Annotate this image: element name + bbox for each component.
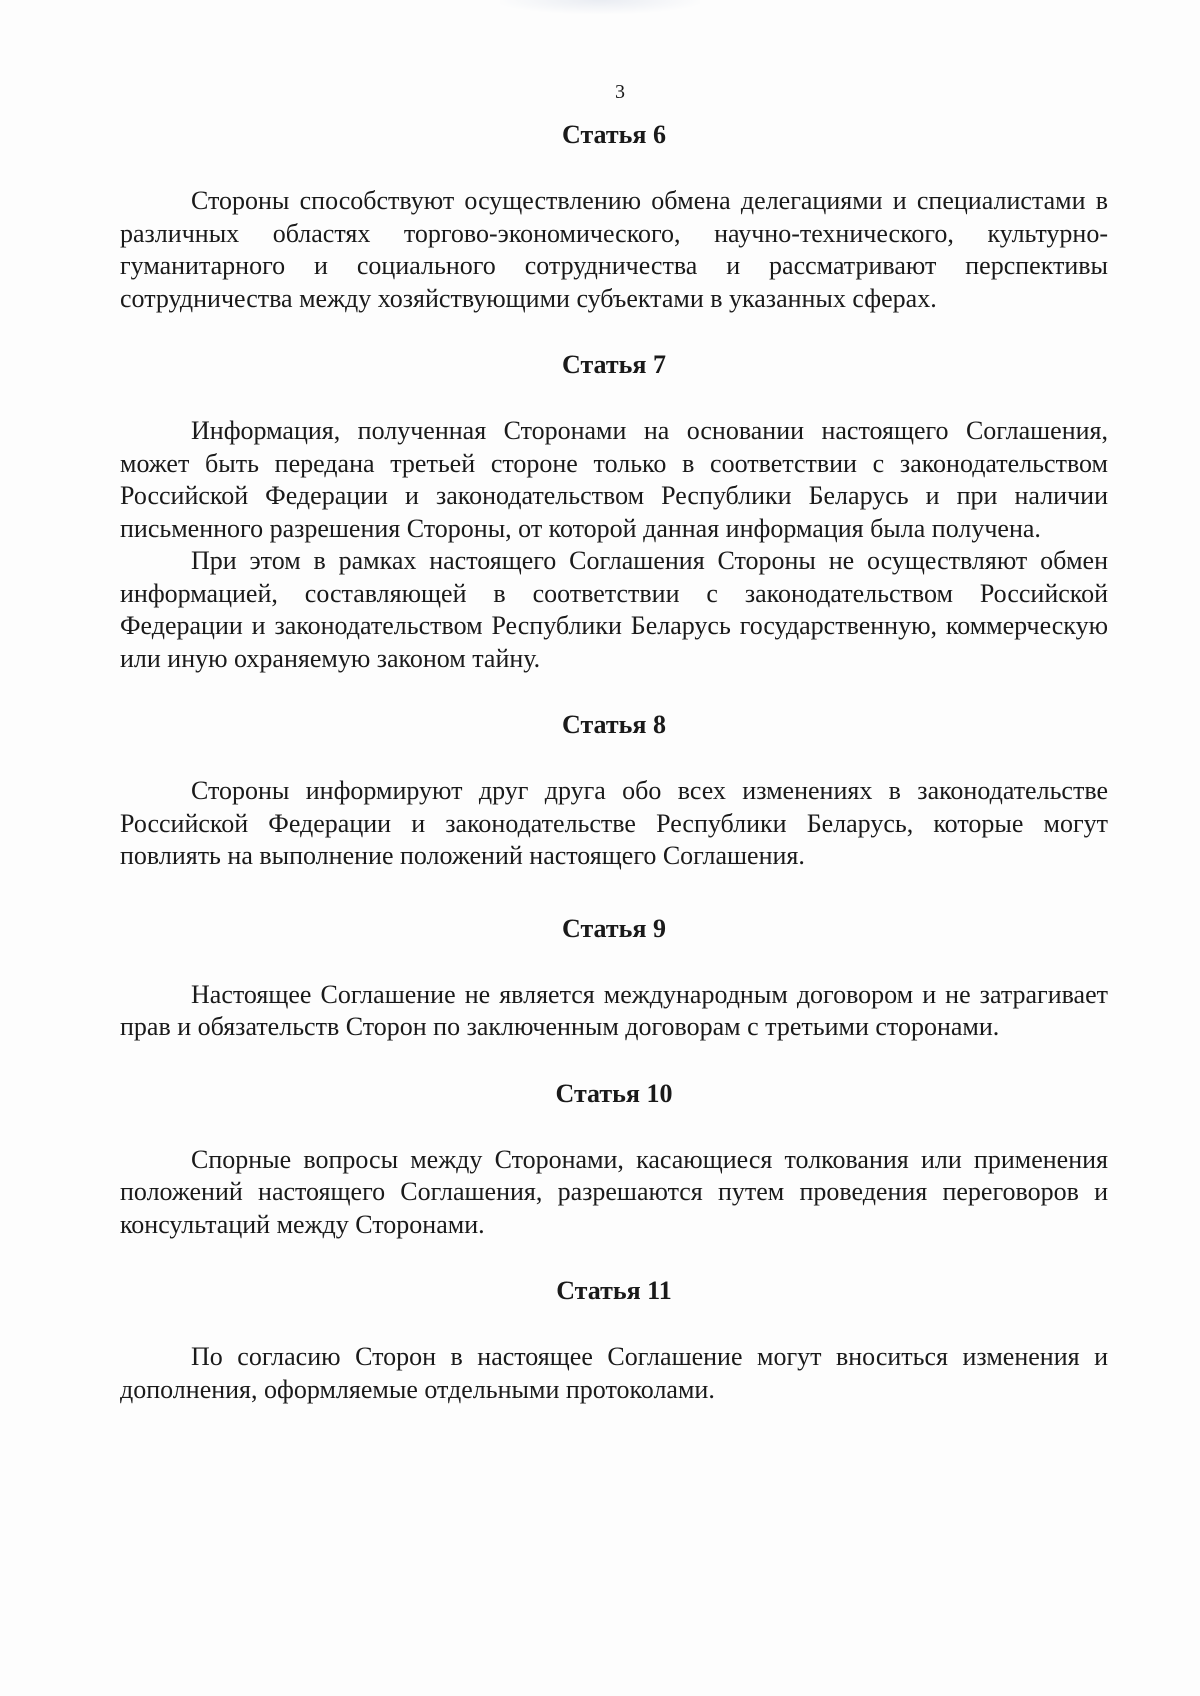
article-title: Статья 11 — [556, 1276, 672, 1305]
page-number: 3 — [615, 81, 625, 103]
article-paragraph: Стороны способствуют осуществлению обмена делегациями и специалистами в различных областях торгово-экономического, научно-технического, культурно-гуманитарного и социального сотрудничества и рассматривают перспективы сотрудничества между хозяйствующими субъектами в указанных сферах. — [120, 186, 1108, 313]
article-paragraph: Спорные вопросы между Сторонами, касающиеся толкования или применения положений настоящего Соглашения, разрешаются путем проведения переговоров и консультаций между Сторонами. — [120, 1144, 1108, 1239]
article-paragraph: По согласию Сторон в настоящее Соглашение могут вноситься изменения и дополнения, оформляемые отдельными протоколами. — [120, 1342, 1108, 1404]
article-title: Статья 10 — [555, 1078, 673, 1108]
document-body — [120, 119, 1108, 1406]
article-10 — [120, 1078, 1108, 1242]
article-8 — [120, 709, 1108, 873]
article-paragraph: При этом в рамках настоящего Соглашения Стороны не осуществляют обмен информацией, составляющей в соответствии с законодательством Российской Федерации и законодательством Республики Беларусь государственную, коммерческую или иную охраняемую законом тайну. — [120, 546, 1108, 673]
article-paragraph: Стороны информируют друг друга обо всех изменениях в законодательстве Российской Федерации и законодательстве Республики Беларусь, которые могут повлиять на выполнение положений настоящего Соглашения. — [120, 776, 1108, 870]
scan-shadow — [500, 0, 700, 14]
article-paragraph: Настоящее Соглашение не является международным договором и не затрагивает прав и обязательств Сторон по заключенным договорам с третьими сторонами. — [120, 979, 1108, 1041]
article-title: Статья 7 — [562, 350, 666, 379]
article-7 — [120, 349, 1108, 675]
article-title: Статья 9 — [562, 913, 666, 943]
article-title: Статья 6 — [562, 120, 666, 149]
article-paragraph: Информация, полученная Сторонами на основании настоящего Соглашения, может быть передана третьей стороне только в соответствии с законодательством Российской Федерации и законодательством Республики Беларусь и при наличии письменного разрешения Стороны, от которой данная информация была получена. — [120, 416, 1108, 543]
article-9 — [120, 913, 1108, 1044]
article-6 — [120, 119, 1108, 315]
article-11 — [120, 1275, 1108, 1406]
article-title: Статья 8 — [562, 710, 666, 739]
